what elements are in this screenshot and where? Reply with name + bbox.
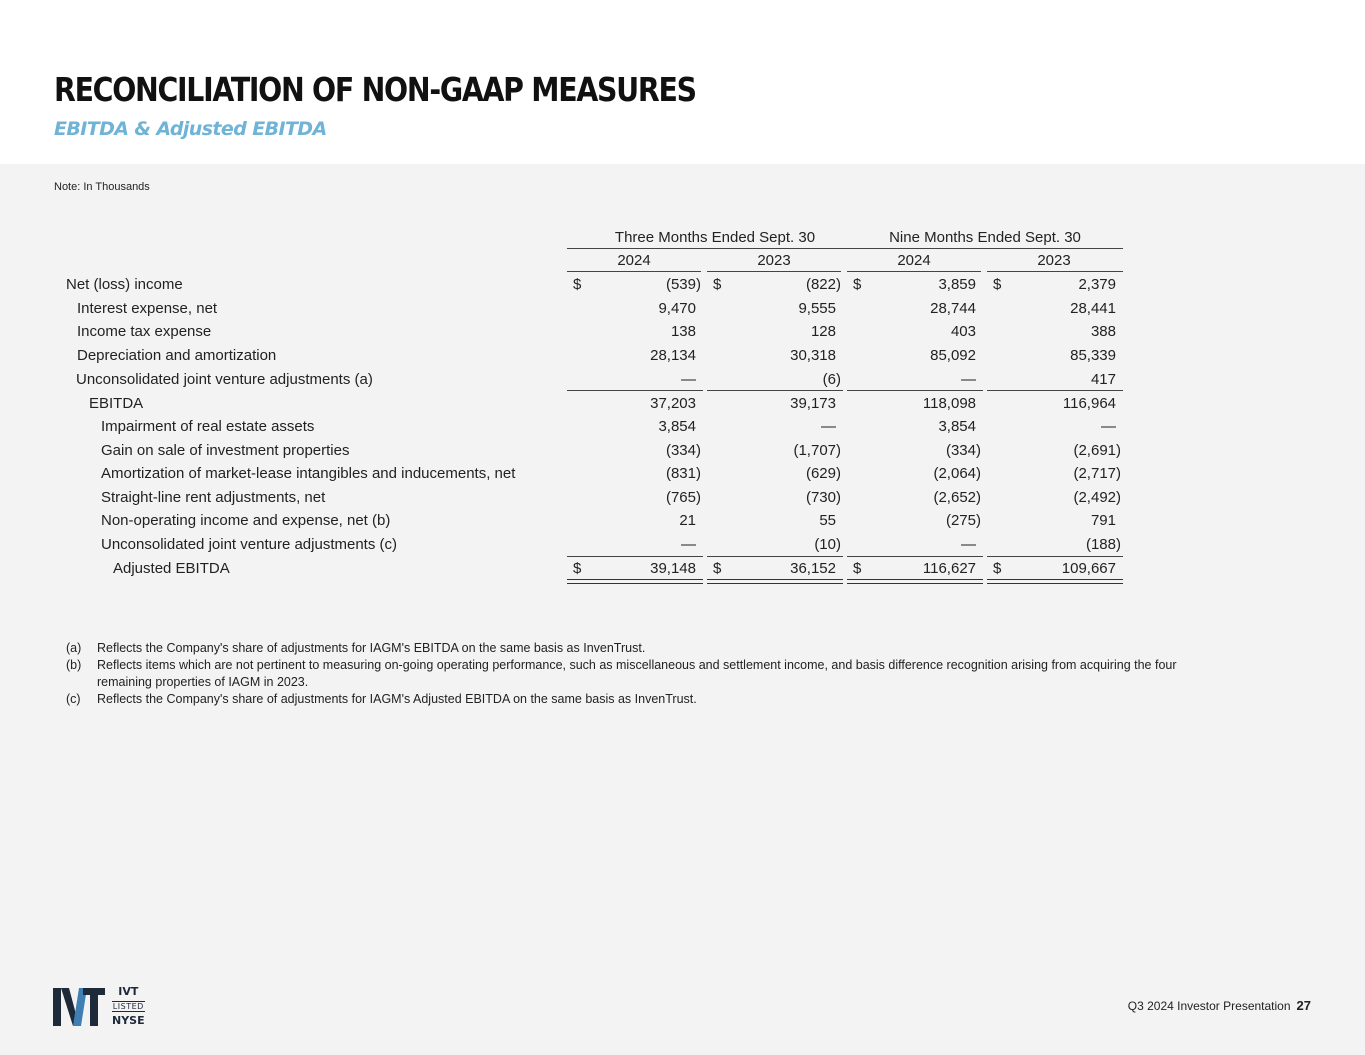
- cell-value: 85,339: [1070, 347, 1116, 364]
- cell-value: 116,964: [1062, 395, 1116, 412]
- row-label: Unconsolidated joint venture adjustments (a): [76, 371, 373, 388]
- row-label: Gain on sale of investment properties: [101, 442, 350, 459]
- cell-value: 3,854: [658, 418, 696, 435]
- cell-value: 388: [1090, 323, 1116, 340]
- row-label: Income tax expense: [77, 323, 212, 340]
- currency-symbol: $: [713, 276, 722, 293]
- row-label: Straight-line rent adjustments, net: [101, 489, 326, 506]
- currency-symbol: $: [573, 560, 582, 577]
- cell-value: 417: [1090, 371, 1116, 388]
- cell-value: (730): [805, 489, 841, 506]
- footnote-marker: (b): [66, 658, 82, 672]
- subtotal-rule: [847, 556, 983, 557]
- row-label: Non-operating income and expense, net (b): [101, 512, 391, 529]
- cell-value: 3,859: [938, 276, 976, 293]
- subtotal-rule: [567, 556, 703, 557]
- cell-value: —: [821, 418, 836, 435]
- header-rule: [847, 248, 1123, 249]
- cell-value: (539): [665, 276, 701, 293]
- cell-value: (2,691): [1073, 442, 1121, 459]
- footnote-text: Reflects the Company's share of adjustments for IAGM's EBITDA on the same basis as InvenTrust.: [97, 641, 646, 655]
- currency-symbol: $: [993, 560, 1002, 577]
- page-number: 27: [1296, 998, 1311, 1013]
- footnote-text: Reflects items which are not pertinent to measuring on-going operating performance, such as miscellaneous and settlement income, and basis difference recognition arising from acquiring the four remaining properties of IAGM in 2023.: [97, 658, 1177, 689]
- cell-value: (334): [665, 442, 701, 459]
- cell-value: 403: [950, 323, 976, 340]
- year-rule: [567, 271, 701, 272]
- subtotal-rule: [707, 556, 843, 557]
- total-double-rule: [987, 579, 1123, 584]
- cell-value: 128: [810, 323, 836, 340]
- year-rule: [707, 271, 841, 272]
- year-header: 2023: [757, 252, 791, 269]
- cell-value: (188): [1085, 536, 1121, 553]
- year-header: 2024: [617, 252, 651, 269]
- row-label: Adjusted EBITDA: [113, 560, 230, 577]
- ivt-logo-mark: [53, 988, 107, 1028]
- total-double-rule: [847, 579, 983, 584]
- subtotal-rule: [987, 390, 1123, 391]
- cell-value: 2,379: [1078, 276, 1116, 293]
- header-rule: [567, 248, 863, 249]
- cell-value: 138: [670, 323, 696, 340]
- header-band: [0, 0, 1365, 164]
- row-label: Amortization of market-lease intangibles and inducements, net: [101, 465, 516, 482]
- cell-value: 28,744: [930, 300, 976, 317]
- row-label: Depreciation and amortization: [77, 347, 277, 364]
- cell-value: 36,152: [790, 560, 836, 577]
- year-rule: [987, 271, 1123, 272]
- year-header: 2024: [897, 252, 931, 269]
- footer-text: Q3 2024 Investor Presentation: [1127, 999, 1291, 1013]
- row-label: EBITDA: [89, 395, 144, 412]
- cell-value: 109,667: [1061, 560, 1116, 577]
- currency-symbol: $: [853, 276, 862, 293]
- cell-value: (2,717): [1073, 465, 1121, 482]
- cell-value: (831): [665, 465, 701, 482]
- cell-value: —: [1101, 418, 1116, 435]
- cell-value: 9,555: [798, 300, 836, 317]
- cell-value: 30,318: [790, 347, 836, 364]
- subtotal-rule: [707, 390, 843, 391]
- row-label: Unconsolidated joint venture adjustments (c): [101, 536, 397, 553]
- page-title: RECONCILIATION OF NON-GAAP MEASURES: [54, 70, 696, 109]
- footnote-c: [66, 691, 1187, 708]
- footer: [1128, 998, 1311, 1013]
- cell-value: (275): [945, 512, 981, 529]
- cell-value: 118,098: [922, 395, 976, 412]
- subtotal-rule: [987, 556, 1123, 557]
- footnote-text: Reflects the Company's share of adjustments for IAGM's Adjusted EBITDA on the same basis as InvenTrust.: [97, 692, 697, 706]
- cell-value: 37,203: [650, 395, 696, 412]
- listed-label: LISTED: [112, 1002, 144, 1011]
- cell-value: (2,492): [1073, 489, 1121, 506]
- cell-value: (822): [805, 276, 841, 293]
- cell-value: 3,854: [938, 418, 976, 435]
- cell-value: 39,148: [650, 560, 696, 577]
- footnote-b: [66, 657, 1187, 691]
- currency-symbol: $: [713, 560, 722, 577]
- cell-value: —: [681, 371, 696, 388]
- exchange-label: NYSE: [112, 1014, 145, 1027]
- column-group-header: Three Months Ended Sept. 30: [614, 229, 816, 246]
- cell-value: —: [961, 536, 976, 553]
- units-note: Note: In Thousands: [54, 181, 150, 193]
- column-group-header: Nine Months Ended Sept. 30: [889, 229, 1081, 246]
- year-header: 2023: [1037, 252, 1071, 269]
- cell-value: 39,173: [790, 395, 836, 412]
- currency-symbol: $: [993, 276, 1002, 293]
- footnote-a: [66, 640, 1187, 657]
- nyse-listing-badge: [112, 985, 145, 1028]
- currency-symbol: $: [853, 560, 862, 577]
- ticker-label: IVT: [118, 985, 139, 998]
- cell-value: (2,652): [933, 489, 981, 506]
- subtotal-rule: [847, 390, 983, 391]
- currency-symbol: $: [573, 276, 582, 293]
- cell-value: 55: [819, 512, 836, 529]
- footnote-marker: (c): [66, 692, 81, 706]
- row-label: Impairment of real estate assets: [101, 418, 315, 435]
- cell-value: (629): [805, 465, 841, 482]
- cell-value: (1,707): [793, 442, 841, 459]
- cell-value: 28,441: [1070, 300, 1116, 317]
- cell-value: —: [681, 536, 696, 553]
- total-double-rule: [567, 579, 703, 584]
- subtotal-rule: [567, 390, 703, 391]
- cell-value: (2,064): [933, 465, 981, 482]
- cell-value: 85,092: [930, 347, 976, 364]
- row-label: Interest expense, net: [77, 300, 218, 317]
- cell-value: (334): [945, 442, 981, 459]
- cell-value: 116,627: [922, 560, 976, 577]
- row-label: Net (loss) income: [66, 276, 183, 293]
- year-rule: [847, 271, 981, 272]
- total-double-rule: [707, 579, 843, 584]
- cell-value: (765): [665, 489, 701, 506]
- cell-value: 28,134: [650, 347, 696, 364]
- cell-value: 21: [679, 512, 696, 529]
- page-subtitle: EBITDA & Adjusted EBITDA: [54, 118, 327, 140]
- footnote-marker: (a): [66, 641, 82, 655]
- cell-value: (10): [814, 536, 841, 553]
- cell-value: (6): [822, 371, 841, 388]
- footnotes: [66, 640, 1187, 708]
- cell-value: 791: [1090, 512, 1116, 529]
- cell-value: 9,470: [658, 300, 696, 317]
- cell-value: —: [961, 371, 976, 388]
